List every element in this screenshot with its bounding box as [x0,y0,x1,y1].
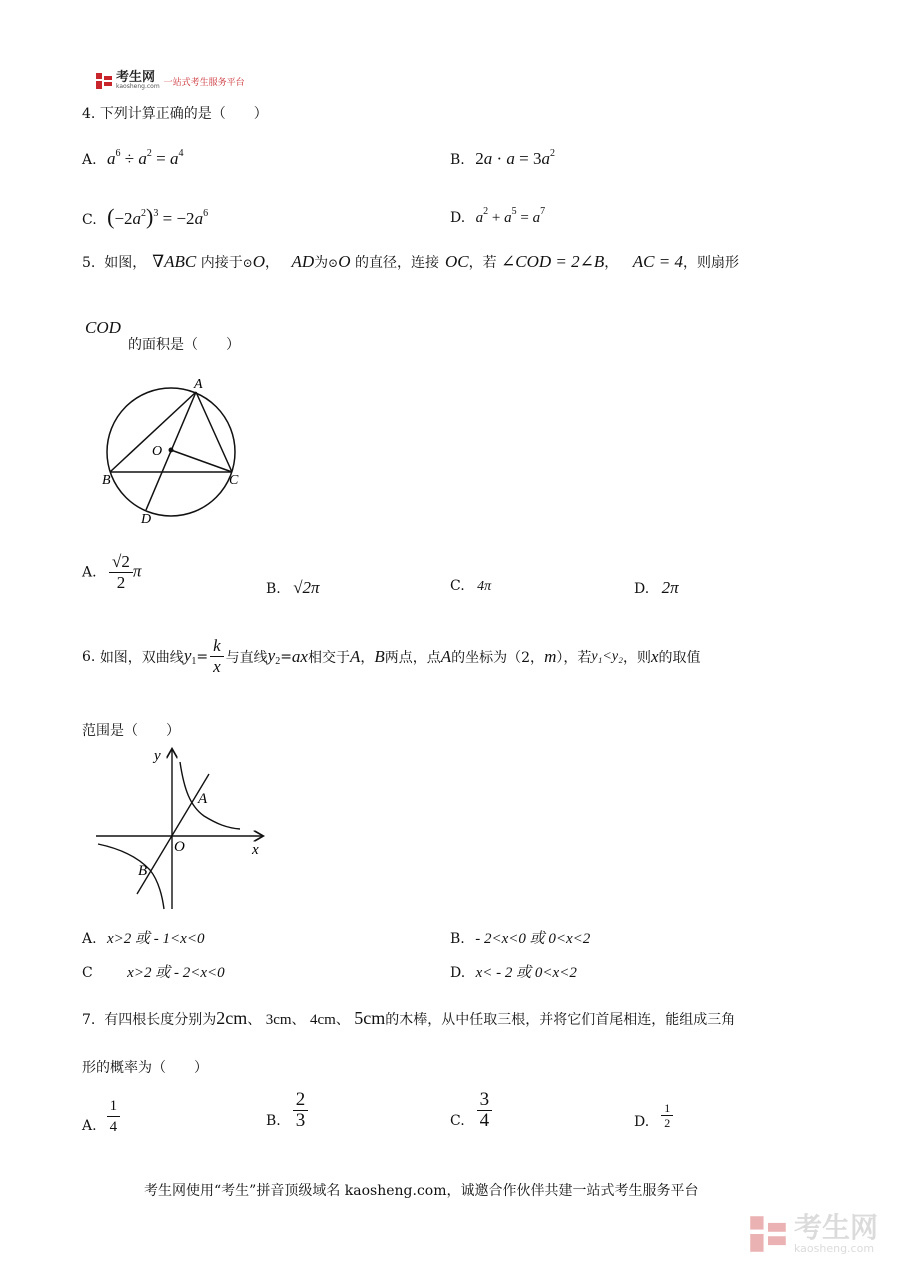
option-label: B. [450,152,465,168]
label-o: O [152,444,163,459]
label-x: x [252,842,259,858]
q4-option-d [450,206,545,227]
label-c: C [229,473,239,488]
q4-d-expr: $a^2 + a^5 = a^7$ [475,206,546,226]
label-a: A [194,377,203,392]
q5-option-b: B. √2π [266,578,320,597]
q7-stem-line2: 形的概率为（ ） [82,1060,208,1076]
option-label: C. [82,212,97,228]
q6-option-d: D. x< - 2 或 0<x<2 [450,965,577,981]
q6-stem-line2: 范围是（ ） [82,723,180,739]
q6-graph-figure [92,744,272,914]
q4-option-b [450,148,555,169]
hyperbola-branch-2 [98,844,164,909]
watermark-logo [748,1212,878,1256]
q4-c-expr: $(-2a^2)^3 = -2a^6$ [107,204,209,229]
q5-option-c: C. 4π [450,578,492,594]
option-label: A. [82,152,97,168]
kaosheng-logo-icon [95,72,113,90]
q6-option-b: B. - 2<x<0 或 0<x<2 [450,931,591,947]
q4-a-expr: $a^6 \div a^2 = a^4$ [107,148,184,168]
label-b: B [102,473,111,488]
q5-stem-line2b: 的面积是（ ） [128,337,240,353]
q4-b-expr: $2a \cdot a = 3a^2$ [475,148,555,168]
option-label: D. [450,210,466,226]
logo-slogan: 一站式考生服务平台 [163,77,245,88]
q4-stem: 4. 下列计算正确的是（ ） [82,106,268,122]
label-y: y [154,748,161,764]
q7-option-b: B. $\frac{2}{3}$ [266,1090,308,1131]
q5-stem-line2: COD [85,318,121,337]
watermark-name: 考生网 [793,1210,878,1244]
q4-option-c [82,204,208,230]
q6-option-a: A. x>2 或 - 1<x<0 [82,931,205,947]
label-b: B [138,863,148,879]
label-d: D [141,512,152,527]
label-o: O [174,839,185,855]
q7-option-a: A. $\frac{1}{4}$ [82,1096,120,1137]
segment-ab [110,392,196,472]
point-o [169,448,174,453]
q5-circle-figure [96,372,256,532]
q4-option-a [82,148,183,169]
hyperbola-branch-1 [180,762,240,829]
q6-option-c: C x>2 或 - 2<x<0 [82,965,225,981]
logo-domain: kaosheng.com [116,83,160,90]
q5-option-d: D. 2π [634,578,679,597]
q7-option-d: D. $\frac{1}{2}$ [634,1100,673,1130]
q5-stem-line1: 5. 如图， ∇ABC 内接于⊙O， AD为⊙O 的直径，连接 OC，若 ∠COD = 2∠B， AC = 4，则扇形 [82,252,739,271]
label-a: A [198,791,208,807]
q7-stem-line1: 7. 有四根长度分别为2cm、 3cm、 4cm、 5cm的木棒，从中任取三根，并将它们首尾相连，能组成三角 [82,1008,736,1028]
watermark-domain: kaosheng.com [793,1241,875,1255]
watermark-logo-icon [748,1212,788,1256]
footer-text: 考生网使用“考生”拼音顶级域名 kaosheng.com，诚邀合作伙伴共建一站式考生服务平台 [144,1183,699,1199]
logo-name: 考生网 [116,70,156,85]
q6-stem-line1: 6. 如图，双曲线 $y_1$ = $\frac{k}{x}$ 与直线 $y_2$ = ax 相交于 A ， B 两点，点 A 的坐标为（2， m ），若 y₁<y₂ ，则 x 的取值 [82,636,701,676]
q5-option-a: A. $\frac{√2}{2}$ π [82,552,142,592]
header-logo [95,72,245,90]
q7-option-c: C. $\frac{3}{4}$ [450,1090,492,1131]
